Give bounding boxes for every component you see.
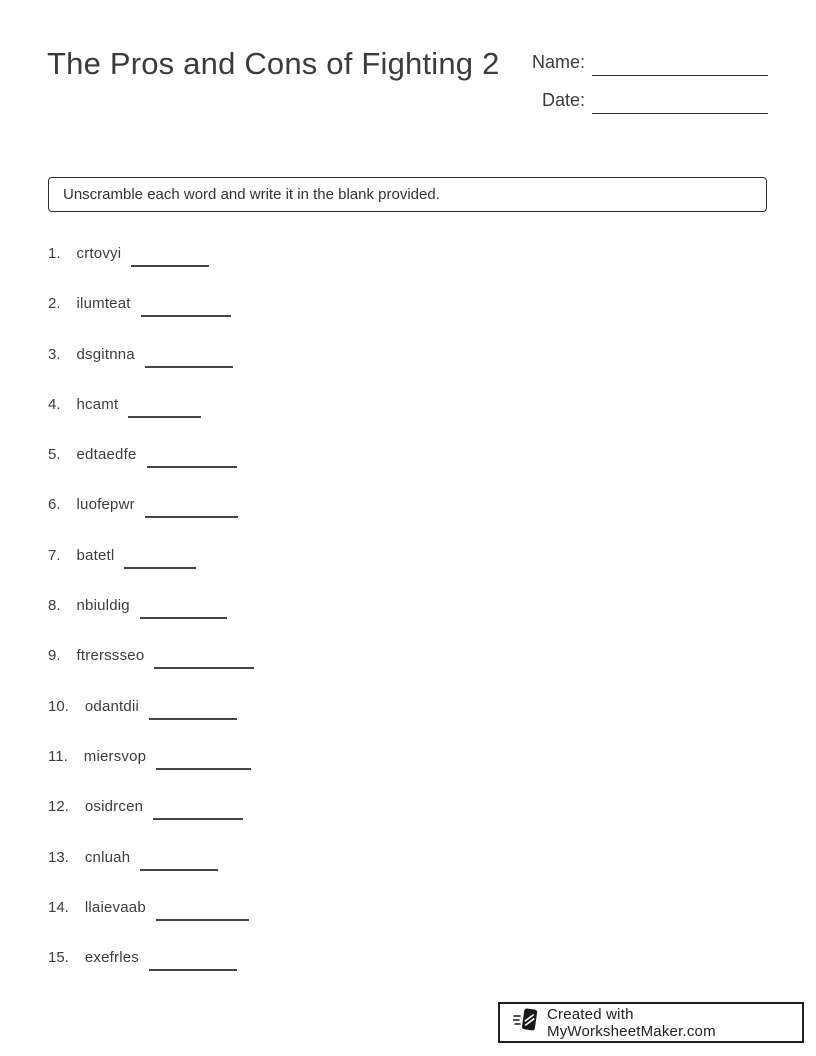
scrambled-word: odantdii xyxy=(84,697,140,715)
answer-blank-line[interactable] xyxy=(149,696,237,720)
page-title: The Pros and Cons of Fighting 2 xyxy=(47,46,500,81)
worksheet-flying-paper-icon xyxy=(513,1006,539,1039)
item-number: 10. xyxy=(48,697,69,715)
answer-blank-line[interactable] xyxy=(140,595,227,619)
scrambled-word: ftrerssseo xyxy=(76,647,145,665)
item-number: 2. xyxy=(48,295,61,313)
list-item xyxy=(48,746,254,768)
answer-blank-line[interactable] xyxy=(145,494,238,518)
scrambled-word: ilumteat xyxy=(76,295,131,313)
list-item xyxy=(48,243,254,265)
item-number: 11. xyxy=(48,747,68,765)
item-number: 8. xyxy=(48,597,61,615)
answer-blank-line[interactable] xyxy=(128,394,201,418)
word-list xyxy=(48,243,254,997)
scrambled-word: edtaedfe xyxy=(76,446,137,464)
item-number: 14. xyxy=(48,898,69,916)
answer-blank-line[interactable] xyxy=(153,796,243,820)
answer-blank-line[interactable] xyxy=(124,545,196,569)
answer-blank-line[interactable] xyxy=(149,947,237,971)
name-label: Name: xyxy=(531,52,585,72)
scrambled-word: miersvop xyxy=(83,747,147,765)
item-number: 7. xyxy=(48,546,61,564)
scrambled-word: llaievaab xyxy=(84,898,146,916)
answer-blank-line[interactable] xyxy=(141,293,231,317)
credit-text: Created with MyWorksheetMaker.com xyxy=(547,1005,716,1040)
answer-blank-line[interactable] xyxy=(147,444,237,468)
item-number: 6. xyxy=(48,496,61,514)
answer-blank-line[interactable] xyxy=(140,847,218,871)
item-number: 5. xyxy=(48,446,61,464)
scrambled-word: nbiuldig xyxy=(76,597,130,615)
answer-blank-line[interactable] xyxy=(156,746,251,770)
date-field xyxy=(505,88,770,126)
answer-blank-line[interactable] xyxy=(154,645,254,669)
scrambled-word: osidrcen xyxy=(84,798,144,816)
answer-blank-line[interactable] xyxy=(131,243,209,267)
list-item xyxy=(48,696,254,718)
item-number: 13. xyxy=(48,848,69,866)
list-item xyxy=(48,293,254,315)
list-item xyxy=(48,595,254,617)
list-item xyxy=(48,545,254,567)
item-number: 4. xyxy=(48,395,61,413)
item-number: 15. xyxy=(48,949,69,967)
item-number: 9. xyxy=(48,647,61,665)
answer-blank-line[interactable] xyxy=(145,344,233,368)
list-item xyxy=(48,897,254,919)
list-item xyxy=(48,645,254,667)
date-blank-line[interactable] xyxy=(592,88,768,114)
answer-blank-line[interactable] xyxy=(156,897,249,921)
instructions-text: Unscramble each word and write it in the blank provided. xyxy=(63,186,440,203)
scrambled-word: batetl xyxy=(76,546,115,564)
instructions-box xyxy=(48,177,767,212)
list-item xyxy=(48,847,254,869)
scrambled-word: exefrles xyxy=(84,949,139,967)
list-item xyxy=(48,947,254,969)
item-number: 12. xyxy=(48,798,69,816)
list-item xyxy=(48,796,254,818)
date-label: Date: xyxy=(541,90,585,110)
scrambled-word: luofepwr xyxy=(76,496,135,514)
header-fields xyxy=(505,50,770,126)
name-blank-line[interactable] xyxy=(592,50,768,76)
scrambled-word: dsgitnna xyxy=(76,345,135,363)
name-field xyxy=(505,50,770,88)
scrambled-word: cnluah xyxy=(84,848,131,866)
credit-box xyxy=(498,1002,804,1043)
scrambled-word: crtovyi xyxy=(76,245,122,262)
list-item xyxy=(48,494,254,516)
scrambled-word: hcamt xyxy=(76,395,119,413)
list-item xyxy=(48,444,254,466)
list-item xyxy=(48,394,254,416)
item-number: 3. xyxy=(48,345,61,363)
list-item xyxy=(48,344,254,366)
item-number: 1. xyxy=(48,245,61,262)
